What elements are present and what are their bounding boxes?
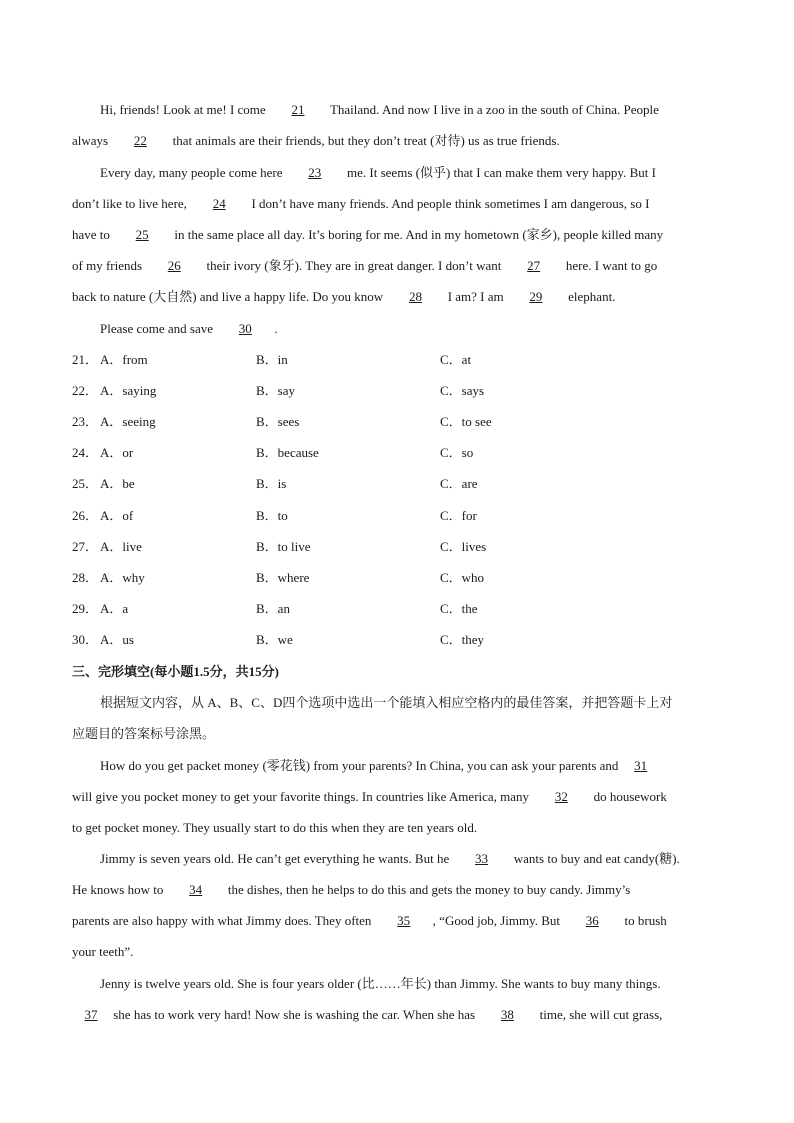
blank-22[interactable]: 22 xyxy=(133,133,147,148)
blank-38[interactable]: 38 xyxy=(500,1007,514,1022)
option-c[interactable]: C．they xyxy=(440,632,485,647)
question-number: 21． xyxy=(72,352,99,367)
passage1-line: have to 25 in the same place all day. It’s boring for me. And in my hometown (家乡), people killed many xyxy=(72,225,663,245)
passage1-line: Every day, many people come here 23 me. It seems (似乎) that I can make them very happy. But I xyxy=(100,163,656,183)
option-c[interactable]: C．lives xyxy=(440,539,487,554)
blank-35[interactable]: 35 xyxy=(397,913,411,928)
option-c[interactable]: C．says xyxy=(440,383,485,398)
option-a[interactable]: A．a xyxy=(100,601,129,616)
passage2-line: to get pocket money. They usually start to do this when they are ten years old. xyxy=(72,820,478,835)
blank-30[interactable]: 30 xyxy=(238,321,252,336)
blank-27[interactable]: 27 xyxy=(527,258,541,273)
blank-28[interactable]: 28 xyxy=(408,289,422,304)
option-a[interactable]: A．live xyxy=(100,539,142,554)
option-a[interactable]: A．of xyxy=(100,508,134,523)
passage2-line: 37 she has to work very hard! Now she is washing the car. When she has 38 time, she will cut grass, xyxy=(72,1005,662,1025)
option-c[interactable]: C．to see xyxy=(440,414,492,429)
option-b[interactable]: B．say xyxy=(256,383,296,398)
passage1-line: Hi, friends! Look at me! I come 21 Thailand. And now I live in a zoo in the south of China. People xyxy=(100,100,659,120)
option-c[interactable]: C．for xyxy=(440,508,477,523)
question-number: 26． xyxy=(72,508,99,523)
passage2-line: your teeth”. xyxy=(72,944,134,959)
blank-29[interactable]: 29 xyxy=(529,289,543,304)
option-b[interactable]: B．we xyxy=(256,632,293,647)
blank-23[interactable]: 23 xyxy=(308,165,322,180)
blank-31[interactable]: 31 xyxy=(634,758,648,773)
question-number: 30． xyxy=(72,632,99,647)
option-a[interactable]: A．or xyxy=(100,445,134,460)
passage2-line: Jenny is twelve years old. She is four years older (比……年长) than Jimmy. She wants to buy many things. xyxy=(100,976,661,991)
option-b[interactable]: B．because xyxy=(256,445,319,460)
question-number: 28． xyxy=(72,570,99,585)
option-b[interactable]: B．is xyxy=(256,476,287,491)
blank-34[interactable]: 34 xyxy=(189,882,203,897)
passage1-line: Please come and save 30 . xyxy=(100,319,277,339)
passage1-line: back to nature (大自然) and live a happy life. Do you know 28 I am? I am 29 elephant. xyxy=(72,287,615,307)
option-c[interactable]: C．so xyxy=(440,445,474,460)
blank-25[interactable]: 25 xyxy=(135,227,149,242)
option-b[interactable]: B．in xyxy=(256,352,288,367)
option-a[interactable]: A．seeing xyxy=(100,414,156,429)
blank-32[interactable]: 32 xyxy=(554,789,568,804)
option-c[interactable]: C．are xyxy=(440,476,478,491)
blank-36[interactable]: 36 xyxy=(585,913,599,928)
option-b[interactable]: B．where xyxy=(256,570,310,585)
question-number: 23． xyxy=(72,414,99,429)
passage1-line: always 22 that animals are their friends, but they don’t treat (对待) us as true friends. xyxy=(72,131,560,151)
option-b[interactable]: B．to xyxy=(256,508,288,523)
option-a[interactable]: A．saying xyxy=(100,383,157,398)
blank-24[interactable]: 24 xyxy=(212,196,226,211)
section-heading: 三、完形填空(每小题1.5分，共15分) xyxy=(72,664,279,679)
option-c[interactable]: C．at xyxy=(440,352,472,367)
question-number: 22． xyxy=(72,383,99,398)
blank-37[interactable]: 37 xyxy=(84,1007,98,1022)
question-number: 25． xyxy=(72,476,99,491)
blank-21[interactable]: 21 xyxy=(291,102,305,117)
option-a[interactable]: A．from xyxy=(100,352,148,367)
option-c[interactable]: C．the xyxy=(440,601,478,616)
instruction-line: 应题目的答案标号涂黑。 xyxy=(72,726,216,741)
passage2-line: How do you get packet money (零花钱) from your parents? In China, you can ask your parents and 31 xyxy=(100,756,660,776)
passage1-line: of my friends 26 their ivory (象牙). They are in great danger. I don’t want 27 here. I want to go xyxy=(72,256,657,276)
option-a[interactable]: A．us xyxy=(100,632,134,647)
option-a[interactable]: A．be xyxy=(100,476,135,491)
question-number: 29． xyxy=(72,601,99,616)
passage2-line: parents are also happy with what Jimmy does. They often 35 , “Good job, Jimmy. But 36 to brush xyxy=(72,911,667,931)
passage1-line: don’t like to live here, 24 I don’t have many friends. And people think sometimes I am dangerous, so I xyxy=(72,194,649,214)
blank-26[interactable]: 26 xyxy=(167,258,181,273)
option-a[interactable]: A．why xyxy=(100,570,145,585)
option-b[interactable]: B．to live xyxy=(256,539,311,554)
blank-33[interactable]: 33 xyxy=(475,851,488,866)
passage2-line: He knows how to 34 the dishes, then he helps to do this and gets the money to buy candy. Jimmy’s xyxy=(72,880,630,900)
question-number: 24． xyxy=(72,445,99,460)
passage2-line: Jimmy is seven years old. He can’t get everything he wants. But he 33 wants to buy and eat candy(糖). xyxy=(100,849,680,869)
question-number: 27． xyxy=(72,539,99,554)
instruction-line: 根据短文内容，从 A、B、C、D四个选项中选出一个能填入相应空格内的最佳答案，并把答题卡上对 xyxy=(100,695,673,710)
option-c[interactable]: C．who xyxy=(440,570,485,585)
passage2-line: will give you pocket money to get your favorite things. In countries like America, many 32 do housework xyxy=(72,787,667,807)
option-b[interactable]: B．sees xyxy=(256,414,300,429)
option-b[interactable]: B．an xyxy=(256,601,290,616)
